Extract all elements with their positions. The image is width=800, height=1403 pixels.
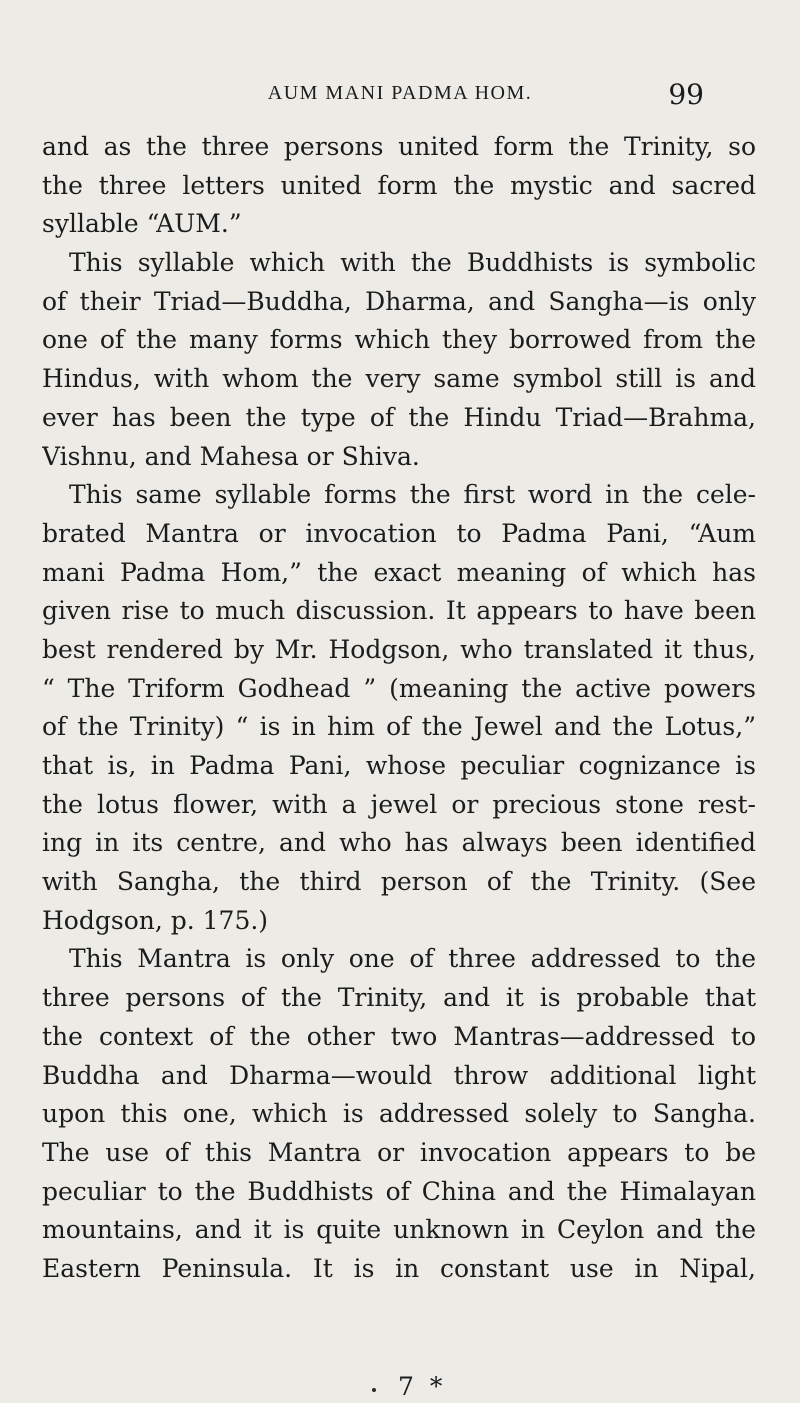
text-line: given rise to much discussion. It appears to have been	[42, 596, 756, 626]
text-line: one of the many forms which they borrowed from the	[42, 325, 756, 355]
page-number: 99	[668, 78, 704, 111]
text-line: This same syllable forms the first word in the cele-	[69, 480, 756, 510]
text-line: ever has been the type of the Hindu Triad—Brahma,	[42, 402, 756, 432]
text-line: and as the three persons united form the Trinity, so	[42, 132, 756, 161]
text-line: mani Padma Hom,” the exact meaning of which has	[42, 557, 756, 587]
text-line: Vishnu, and Mahesa or Shiva.	[42, 441, 420, 471]
text-line: The use of this Mantra or invocation appears to be	[42, 1137, 756, 1167]
text-line: Buddha and Dharma—would throw additional light	[42, 1060, 756, 1090]
text-line: the three letters united form the mystic and sacred	[42, 170, 756, 200]
text-line: peculiar to the Buddhists of China and the Himalayan	[42, 1176, 756, 1206]
text-line: of their Triad—Buddha, Dharma, and Sangha—is only	[42, 286, 756, 316]
text-line: Hodgson, p. 175.)	[42, 905, 269, 935]
text-line: of the Trinity) “ is in him of the Jewel and the Lotus,”	[42, 712, 756, 742]
printer-dot	[372, 1388, 376, 1392]
text-line: best rendered by Mr. Hodgson, who translated it thus,	[42, 634, 756, 664]
text-line: Eastern Peninsula. It is in constant use in Nipal,	[42, 1253, 756, 1283]
text-line: upon this one, which is addressed solely to Sangha.	[42, 1099, 756, 1129]
text-line: the lotus flower, with a jewel or precious stone rest-	[42, 789, 756, 819]
text-line: This Mantra is only one of three addressed to the	[69, 944, 756, 974]
text-line: syllable “AUM.”	[42, 209, 242, 239]
text-line: Hindus, with whom the very same symbol still is and	[42, 364, 756, 394]
text-line: This syllable which with the Buddhists is symbolic	[69, 248, 756, 278]
signature-mark: 7 *	[398, 1372, 447, 1401]
text-line: with Sangha, the third person of the Trinity. (See	[42, 867, 756, 897]
body-text	[42, 128, 756, 1289]
text-line: “ The Triform Godhead ” (meaning the active powers	[42, 673, 756, 703]
text-line: mountains, and it is quite unknown in Ceylon and the	[42, 1215, 756, 1245]
text-line: three persons of the Trinity, and it is probable that	[42, 983, 756, 1013]
text-line: that is, in Padma Pani, whose peculiar cognizance is	[42, 751, 756, 780]
text-line: the context of the other two Mantras—addressed to	[42, 1021, 756, 1051]
text-line: brated Mantra or invocation to Padma Pani, “Aum	[42, 518, 756, 548]
text-line: ing in its centre, and who has always been identified	[42, 828, 756, 858]
running-title: AUM MANI PADMA HOM.	[267, 82, 533, 104]
